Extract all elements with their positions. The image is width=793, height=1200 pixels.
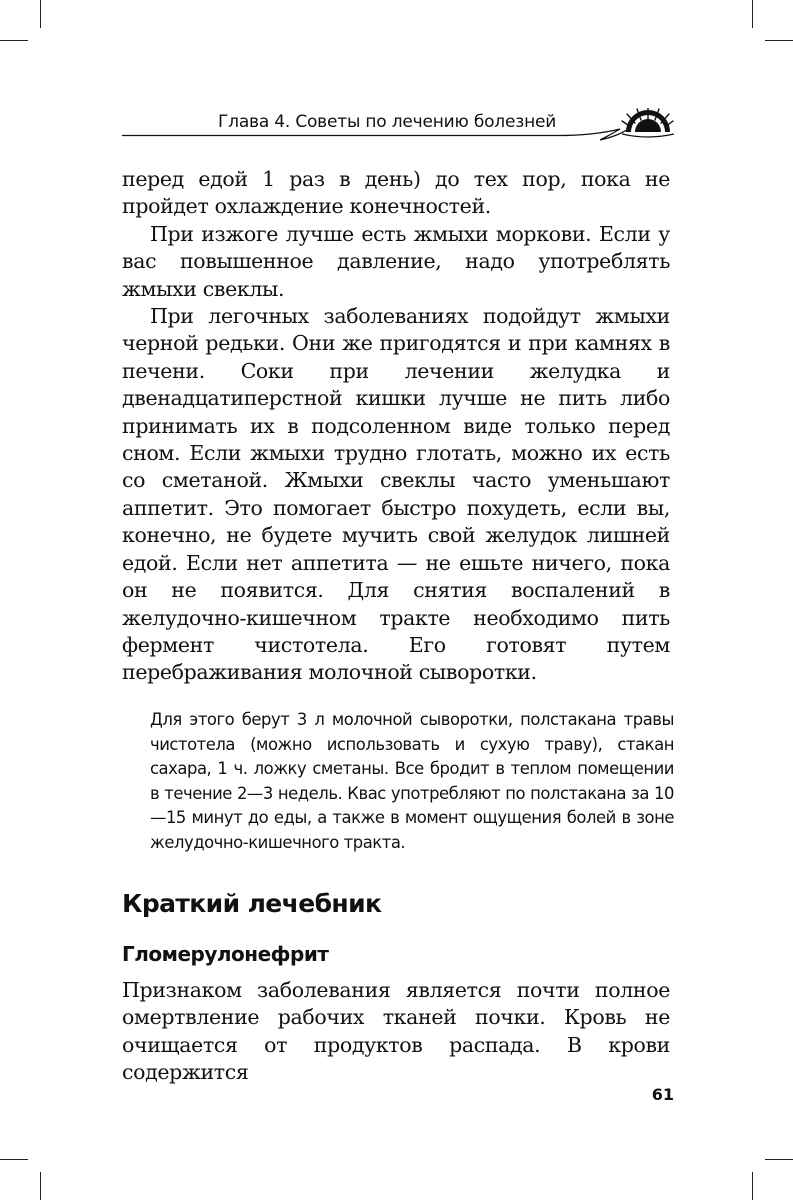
crop-mark-top-left-vertical xyxy=(40,0,41,28)
recipe-block: Для этого берут 3 л молочной сыворотки, полстакана травы чистотела (можно использовать и сухую траву), стакан сахара, 1 ч. ложку сметаны. Все бродит в теплом помещении в течение 2—3 недель. Квас употребляют по полстакана за 10—15 минут до еды, а также в момент ощущения болей в зоне желудочно-кишечного тракта. xyxy=(150,710,674,852)
crop-mark-bottom-right-horizontal xyxy=(765,1159,793,1160)
section-heading: Краткий лечебник xyxy=(122,889,382,918)
crop-mark-bottom-left-horizontal xyxy=(0,1159,28,1160)
running-header xyxy=(122,108,674,148)
subsection-text xyxy=(122,977,670,1087)
sunflower-icon xyxy=(622,108,674,137)
main-text xyxy=(122,166,670,687)
paragraph: При легочных заболеваниях подойдут жмыхи черной редьки. Они же пригодятся и при камнях в печени. Соки при лечении желудка и двенадцатиперстной кишки лучше не пить либо принимать их в подсоленном виде только перед сном. Если жмыхи трудно глотать, можно их есть со сметаной. Жмыхи свеклы часто уменьшают аппетит. Это помогает быстро похудеть, если вы, конечно, не будете мучить свой желудок лишней едой. Если нет аппетита — не ешьте ничего, пока он не появится. Для снятия воспалений в желудочно-кишечном тракте необходимо пить фермент чистотела. Его готовят путем перебраживания молочной сыворотки. xyxy=(122,304,670,685)
crop-mark-bottom-right-vertical xyxy=(752,1172,753,1200)
paragraph: Признаком заболевания является почти полное омертвление рабочих тканей почки. Кровь не очищается от продуктов распада. В крови содержится xyxy=(122,978,670,1085)
page-number: 61 xyxy=(651,1085,674,1104)
subsection-heading: Гломерулонефрит xyxy=(122,942,329,966)
crop-mark-top-left-horizontal xyxy=(0,40,28,41)
chapter-title: Глава 4. Советы по лечению болезней xyxy=(218,112,557,132)
crop-mark-bottom-left-vertical xyxy=(40,1172,41,1200)
crop-mark-top-right-vertical xyxy=(752,0,753,28)
paragraph: При изжоге лучше есть жмыхи моркови. Если у вас повышенное давление, надо употреблять жмыхи свеклы. xyxy=(122,221,670,301)
paragraph: перед едой 1 раз в день) до тех пор, пока не пройдет охлаждение конечностей. xyxy=(122,167,670,219)
crop-mark-top-right-horizontal xyxy=(765,40,793,41)
